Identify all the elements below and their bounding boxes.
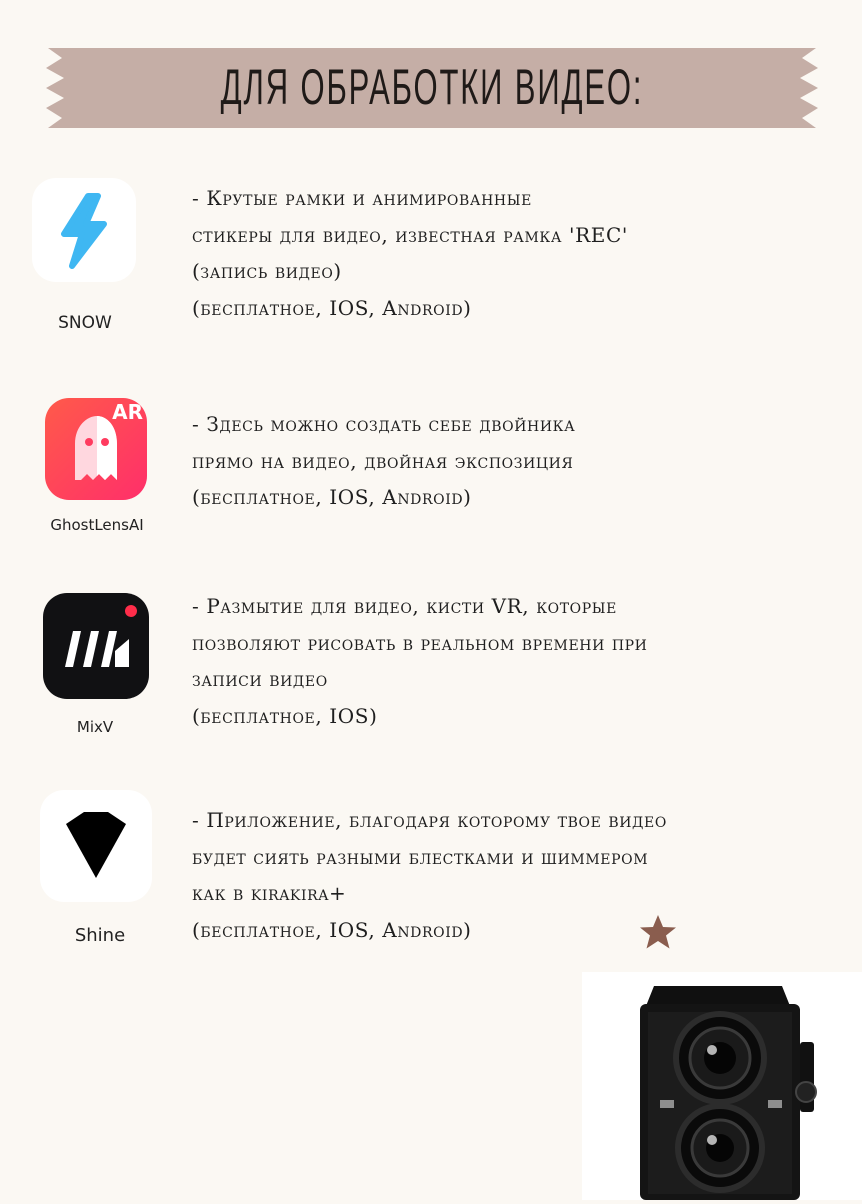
description-line: как в kirakira+ — [192, 881, 347, 905]
description-line: - Размытие для видео, кисти VR, которые — [192, 594, 617, 618]
description-line: (запись видео) — [192, 259, 342, 283]
description-line: прямо на видео, двойная экспозиция — [192, 448, 574, 473]
lightning-bolt-icon — [32, 178, 136, 282]
description-line: позволяют рисовать в реальном времени при — [192, 630, 648, 655]
shine-app-icon[interactable] — [40, 790, 152, 902]
description-line: (бесплатное, IOS) — [192, 703, 378, 728]
page-title: ДЛЯ ОБРАБОТКИ ВИДЕО: — [220, 59, 644, 115]
description-line: - Приложение, благодаря которому твое видео — [192, 808, 667, 832]
app-name-label: SNOW — [58, 313, 112, 333]
app-name-label: MixV — [76, 718, 114, 736]
description-line: (бесплатное, IOS, Android) — [192, 295, 472, 320]
ar-badge: AR — [112, 400, 143, 424]
diamond-icon — [40, 790, 152, 902]
description-line: - Здесь можно создать себе двойника — [192, 412, 576, 436]
vintage-camera-icon — [582, 972, 862, 1200]
description-line: (бесплатное, IOS, Android) — [192, 485, 472, 509]
app-name-label: Shine — [74, 925, 126, 946]
app-name-label: GhostLensAI — [50, 516, 144, 534]
camera-illustration — [582, 972, 862, 1200]
app-description — [192, 802, 832, 948]
mixv-app-icon[interactable] — [43, 593, 149, 699]
app-description — [192, 406, 832, 516]
app-description — [192, 180, 832, 326]
mixv-logo-icon — [43, 593, 149, 699]
description-line: стикеры для видео, известная рамка 'REC' — [192, 222, 628, 247]
app-description — [192, 588, 832, 734]
description-line: - Крутые рамки и анимированные — [192, 186, 532, 210]
star-icon — [638, 913, 678, 951]
description-line: будет сиять разными блестками и шиммером — [192, 844, 649, 869]
snow-app-icon[interactable] — [32, 178, 136, 282]
description-line: (бесплатное, IOS, Android) — [192, 917, 472, 942]
title-banner — [40, 44, 824, 130]
ghostlens-app-icon[interactable] — [45, 398, 147, 500]
description-line: записи видео — [192, 667, 328, 691]
